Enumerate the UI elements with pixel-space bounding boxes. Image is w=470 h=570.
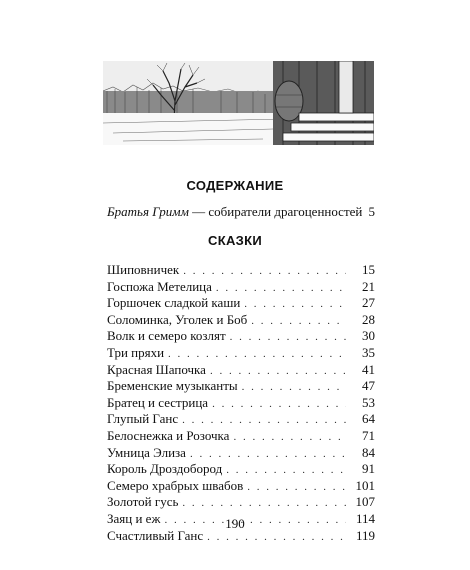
toc-entry-page: 71 bbox=[362, 427, 375, 443]
toc-entry-page: 28 bbox=[362, 311, 375, 327]
toc-entry-page: 35 bbox=[362, 344, 375, 360]
toc-entry[interactable] bbox=[107, 428, 375, 445]
toc-entry-page: 21 bbox=[362, 278, 375, 294]
toc-entry[interactable] bbox=[107, 345, 375, 362]
dot-leader bbox=[210, 363, 346, 380]
toc-entry-title: Бременские музыканты bbox=[107, 378, 238, 394]
intro-title bbox=[107, 204, 362, 220]
dot-leader bbox=[182, 495, 346, 512]
dot-leader bbox=[247, 479, 346, 496]
winter-scene-illustration bbox=[103, 61, 374, 145]
toc-entry[interactable] bbox=[107, 312, 375, 329]
dot-leader bbox=[226, 462, 346, 479]
intro-entry[interactable] bbox=[107, 204, 375, 220]
dot-leader bbox=[190, 446, 346, 463]
toc-entry-title: Госпожа Метелица bbox=[107, 278, 212, 294]
toc-entry[interactable] bbox=[107, 411, 375, 428]
toc-entry-page: 30 bbox=[362, 328, 375, 344]
dot-leader bbox=[212, 396, 346, 413]
toc-entry-title: Горшочек сладкой каши bbox=[107, 295, 241, 311]
dot-leader bbox=[251, 313, 346, 330]
toc-entry-page: 53 bbox=[362, 394, 375, 410]
toc-entry[interactable] bbox=[107, 494, 375, 511]
toc-entry-title: Соломинка, Уголек и Боб bbox=[107, 311, 248, 327]
contents-heading: СОДЕРЖАНИЕ bbox=[186, 178, 284, 193]
toc-entry-page: 47 bbox=[362, 378, 375, 394]
toc-entry-title: Глупый Ганс bbox=[107, 411, 179, 427]
page-number: 190 bbox=[225, 516, 245, 531]
toc-entry-page: 15 bbox=[362, 262, 375, 277]
dot-leader bbox=[233, 429, 346, 446]
toc-entry-title: Волк и семеро козлят bbox=[107, 328, 226, 344]
toc-entry-title: Счастливый Ганс bbox=[107, 527, 204, 543]
toc-entry-page: 41 bbox=[362, 361, 375, 377]
toc-entry[interactable] bbox=[107, 262, 375, 279]
toc-entry[interactable] bbox=[107, 478, 375, 495]
toc-entry-page: 64 bbox=[362, 411, 375, 427]
toc-entry-page: 107 bbox=[355, 494, 375, 510]
toc-entry[interactable] bbox=[107, 378, 375, 395]
toc-entry[interactable] bbox=[107, 328, 375, 345]
tales-section-heading: СКАЗКИ bbox=[208, 233, 262, 248]
toc-entry-page: 84 bbox=[362, 444, 375, 460]
toc-entry[interactable] bbox=[107, 279, 375, 296]
toc-entry-title: Золотой гусь bbox=[107, 494, 179, 510]
toc-entry-title: Семеро храбрых швабов bbox=[107, 477, 244, 493]
intro-author: Братья Гримм bbox=[107, 204, 189, 219]
toc-entry-page: 119 bbox=[355, 527, 375, 543]
dot-leader bbox=[230, 329, 346, 346]
dot-leader bbox=[183, 263, 346, 280]
intro-title-rest: — собиратели драгоценностей bbox=[188, 204, 363, 219]
toc-entry-title: Умница Элиза bbox=[107, 444, 186, 460]
dot-leader bbox=[216, 280, 346, 297]
dot-leader bbox=[242, 379, 346, 396]
toc-entry[interactable] bbox=[107, 362, 375, 379]
toc-entry[interactable] bbox=[107, 395, 375, 412]
toc-entry[interactable] bbox=[107, 461, 375, 478]
toc-entry-title: Красная Шапочка bbox=[107, 361, 206, 377]
dot-leader bbox=[168, 346, 346, 363]
toc-entry-title: Белоснежка и Розочка bbox=[107, 427, 230, 443]
dot-leader bbox=[244, 296, 346, 313]
toc-entry-title: Шиповничек bbox=[107, 262, 180, 277]
toc-entry-page: 91 bbox=[362, 461, 375, 477]
toc-entry-title: Король Дроздобород bbox=[107, 461, 223, 477]
toc-entry[interactable] bbox=[107, 445, 375, 462]
toc-entry-title: Три пряхи bbox=[107, 344, 165, 360]
toc-entry-title: Братец и сестрица bbox=[107, 394, 209, 410]
toc-entry-page: 27 bbox=[362, 295, 375, 311]
toc-entry[interactable] bbox=[107, 295, 375, 312]
toc-entry-title: Заяц и еж bbox=[107, 510, 161, 526]
toc-entry-page: 101 bbox=[355, 477, 375, 493]
toc-entry-page: 114 bbox=[355, 510, 375, 526]
intro-page-number: 5 bbox=[368, 204, 375, 219]
toc-list bbox=[107, 262, 375, 544]
dot-leader bbox=[182, 412, 346, 429]
